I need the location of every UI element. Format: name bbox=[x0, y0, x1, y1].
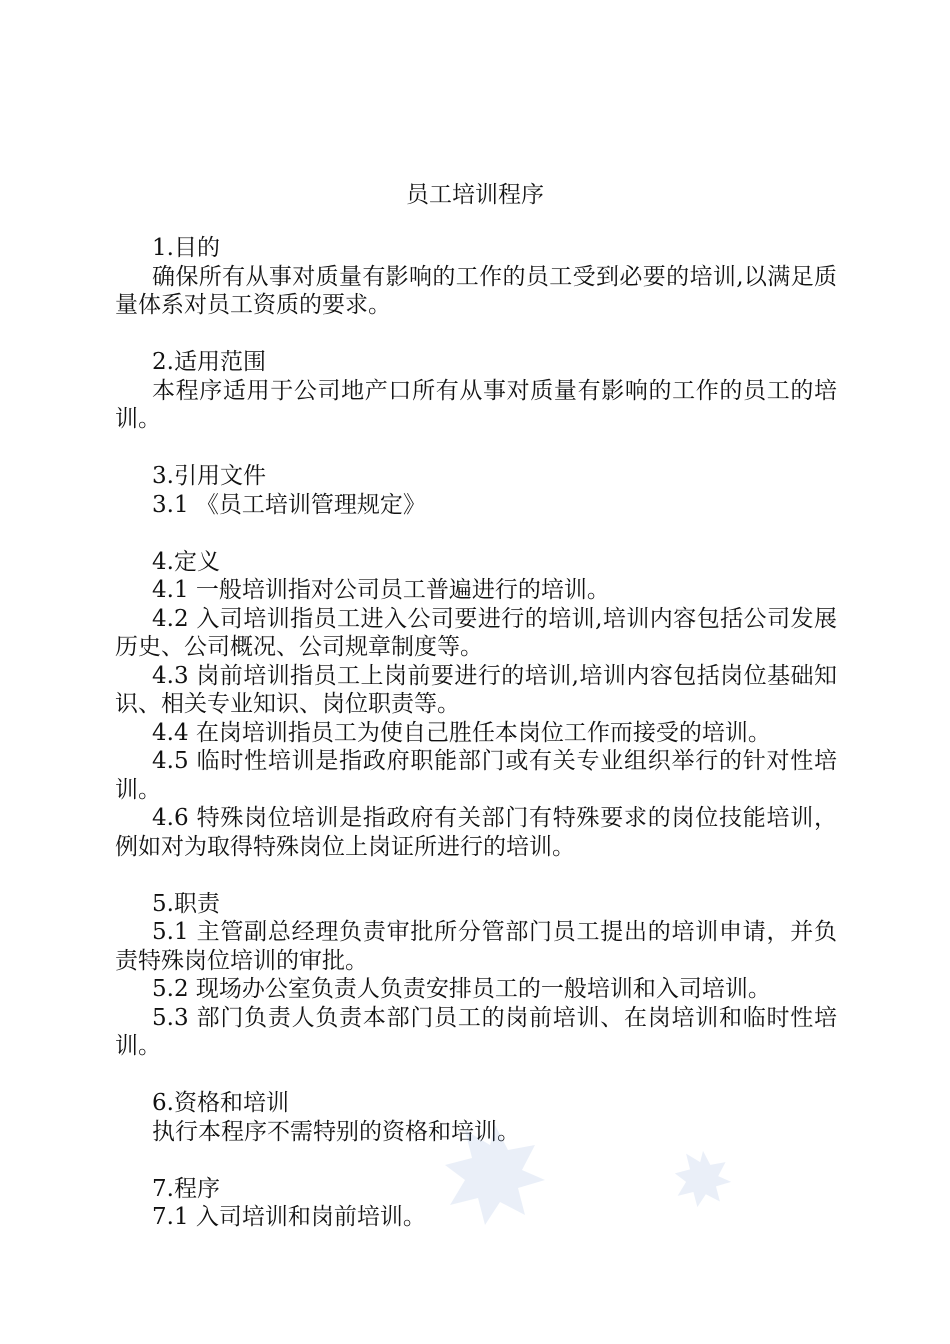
paragraph: 5.1 主管副总经理负责审批所分管部门员工提出的培训申请，并负责特殊岗位培训的审批。 bbox=[115, 919, 837, 974]
paragraph: 3.引用文件 bbox=[152, 463, 266, 489]
paragraph: 5.3 部门负责人负责本部门员工的岗前培训、在岗培训和临时性培训。 bbox=[115, 1004, 837, 1059]
paragraph: 执行本程序不需特别的资格和培训。 bbox=[152, 1118, 520, 1145]
paragraph: 本程序适用于公司地产口所有从事对质量有影响的工作的员工的培训。 bbox=[115, 377, 837, 432]
paragraph: 4.6 特殊岗位培训是指政府有关部门有特殊要求的岗位技能培训，例如对为取得特殊岗位上岗证所进行的培训。 bbox=[115, 805, 837, 860]
paragraph-spacer bbox=[115, 434, 837, 463]
watermark-emblem-icon bbox=[440, 1120, 550, 1230]
paragraph: 4.4 在岗培训指员工为使自己胜任本岗位工作而接受的培训。 bbox=[152, 719, 771, 746]
paragraph: 5.2 现场办公室负责人负责安排员工的一般培训和入司培训。 bbox=[152, 976, 771, 1002]
document-body bbox=[115, 234, 837, 1232]
paragraph: 4.2 入司培训指员工进入公司要进行的培训,培训内容包括公司发展历史、公司概况、公司规章制度等。 bbox=[115, 605, 837, 660]
paragraph: 7.1 入司培训和岗前培训。 bbox=[152, 1204, 426, 1230]
paragraph: 6.资格和培训 bbox=[152, 1090, 289, 1116]
paragraph: 确保所有从事对质量有影响的工作的员工受到必要的培训,以满足质量体系对员工资质的要求。 bbox=[115, 263, 837, 318]
paragraph-spacer bbox=[115, 1061, 837, 1090]
paragraph: 7.程序 bbox=[152, 1175, 220, 1202]
paragraph: 4.5 临时性培训是指政府职能部门或有关专业组织举行的针对性培训。 bbox=[115, 748, 837, 803]
paragraph: 2.适用范围 bbox=[152, 349, 266, 375]
paragraph: 4.3 岗前培训指员工上岗前要进行的培训,培训内容包括岗位基础知识、相关专业知识、岗位职责等。 bbox=[115, 662, 837, 717]
paragraph: 1.目的 bbox=[152, 235, 220, 261]
paragraph-spacer bbox=[115, 519, 837, 548]
paragraph-spacer bbox=[115, 861, 837, 890]
document-title: 员工培训程序 bbox=[406, 182, 544, 208]
paragraph: 4.1 一般培训指对公司员工普遍进行的培训。 bbox=[152, 577, 610, 603]
paragraph: 5.职责 bbox=[152, 890, 220, 917]
paragraph: 3.1 《员工培训管理规定》 bbox=[152, 491, 426, 518]
paragraph: 4.定义 bbox=[152, 548, 220, 575]
watermark-emblem-small-icon bbox=[672, 1148, 734, 1210]
paragraph-spacer bbox=[115, 320, 837, 349]
